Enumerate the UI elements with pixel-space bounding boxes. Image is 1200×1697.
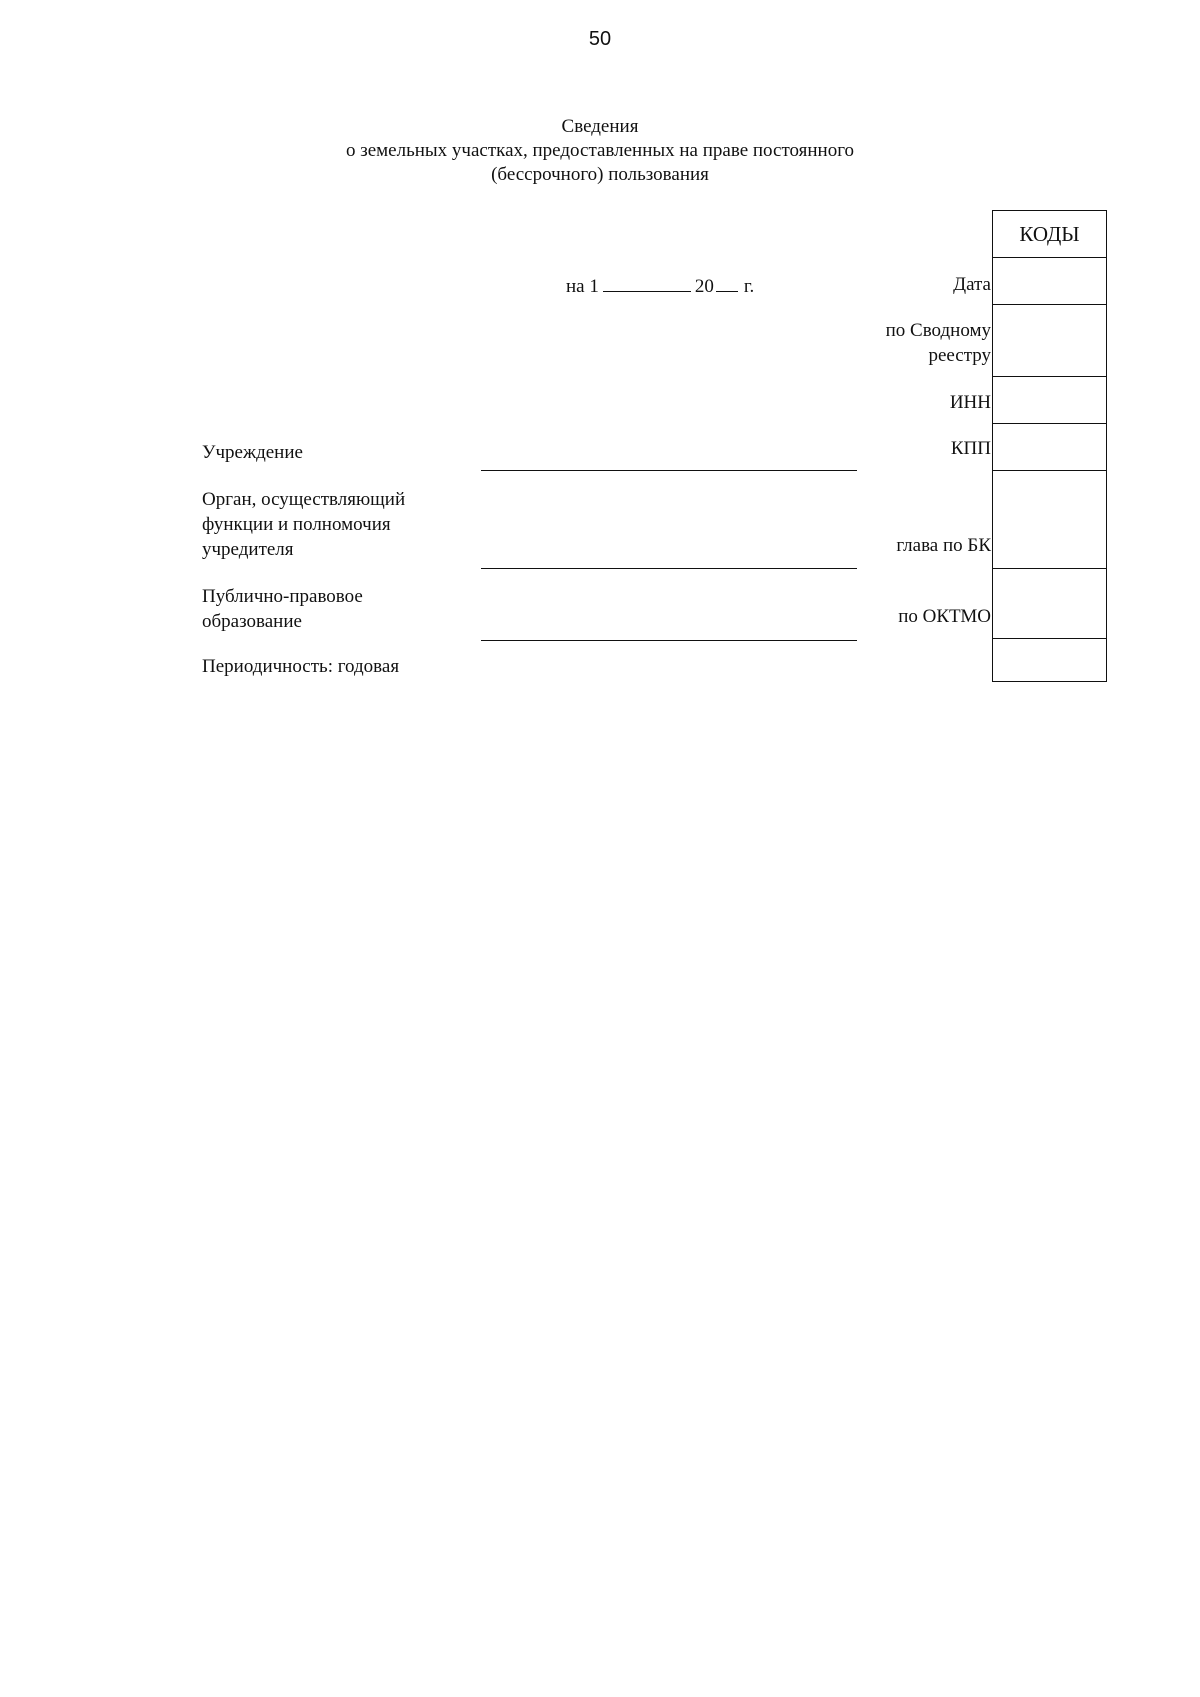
date-blank-year (716, 275, 738, 292)
codes-cell-chapter-bk[interactable] (993, 471, 1106, 569)
field-label-public-entity-1: Публично-правовое (202, 586, 363, 607)
codes-label-registry-1: по Сводному (885, 320, 991, 341)
field-label-founder-3: учредителя (202, 539, 294, 560)
field-label-founder-2: функции и полномочия (202, 514, 391, 535)
date-blank-month (603, 275, 691, 292)
codes-label-date: Дата (953, 274, 991, 295)
field-label-public-entity-2: образование (202, 611, 302, 632)
field-line-founder[interactable] (481, 568, 857, 569)
page-number: 50 (588, 28, 612, 50)
title-line-2: о земельных участках, предоставленных на праве постоянного (345, 140, 855, 161)
codes-label-chapter-bk: глава по БК (896, 535, 991, 556)
title-line-3: (бессрочного) пользования (491, 164, 709, 185)
date-suffix: г. (743, 276, 755, 297)
title-line-1: Сведения (561, 116, 639, 137)
codes-cell-extra[interactable] (993, 639, 1106, 683)
codes-cell-oktmo[interactable] (993, 569, 1106, 639)
field-label-institution: Учреждение (202, 442, 303, 463)
field-label-founder-1: Орган, осуществляющий (202, 489, 406, 510)
codes-label-kpp: КПП (950, 438, 991, 459)
codes-cell-date[interactable] (993, 258, 1106, 305)
date-year-prefix: 20 (694, 276, 714, 297)
codes-cell-registry[interactable] (993, 305, 1106, 377)
codes-cell-inn[interactable] (993, 377, 1106, 424)
date-prefix: на 1 (566, 276, 599, 297)
codes-label-inn: ИНН (949, 392, 991, 413)
codes-label-registry-2: реестру (928, 345, 991, 366)
codes-table (992, 210, 1107, 682)
field-label-periodicity: Периодичность: годовая (202, 656, 400, 677)
field-line-institution[interactable] (481, 470, 857, 471)
report-date-line (566, 275, 754, 298)
codes-header: КОДЫ (993, 211, 1106, 258)
codes-label-oktmo: по ОКТМО (898, 606, 991, 627)
field-line-public-entity[interactable] (481, 640, 857, 641)
codes-cell-kpp[interactable] (993, 424, 1106, 471)
